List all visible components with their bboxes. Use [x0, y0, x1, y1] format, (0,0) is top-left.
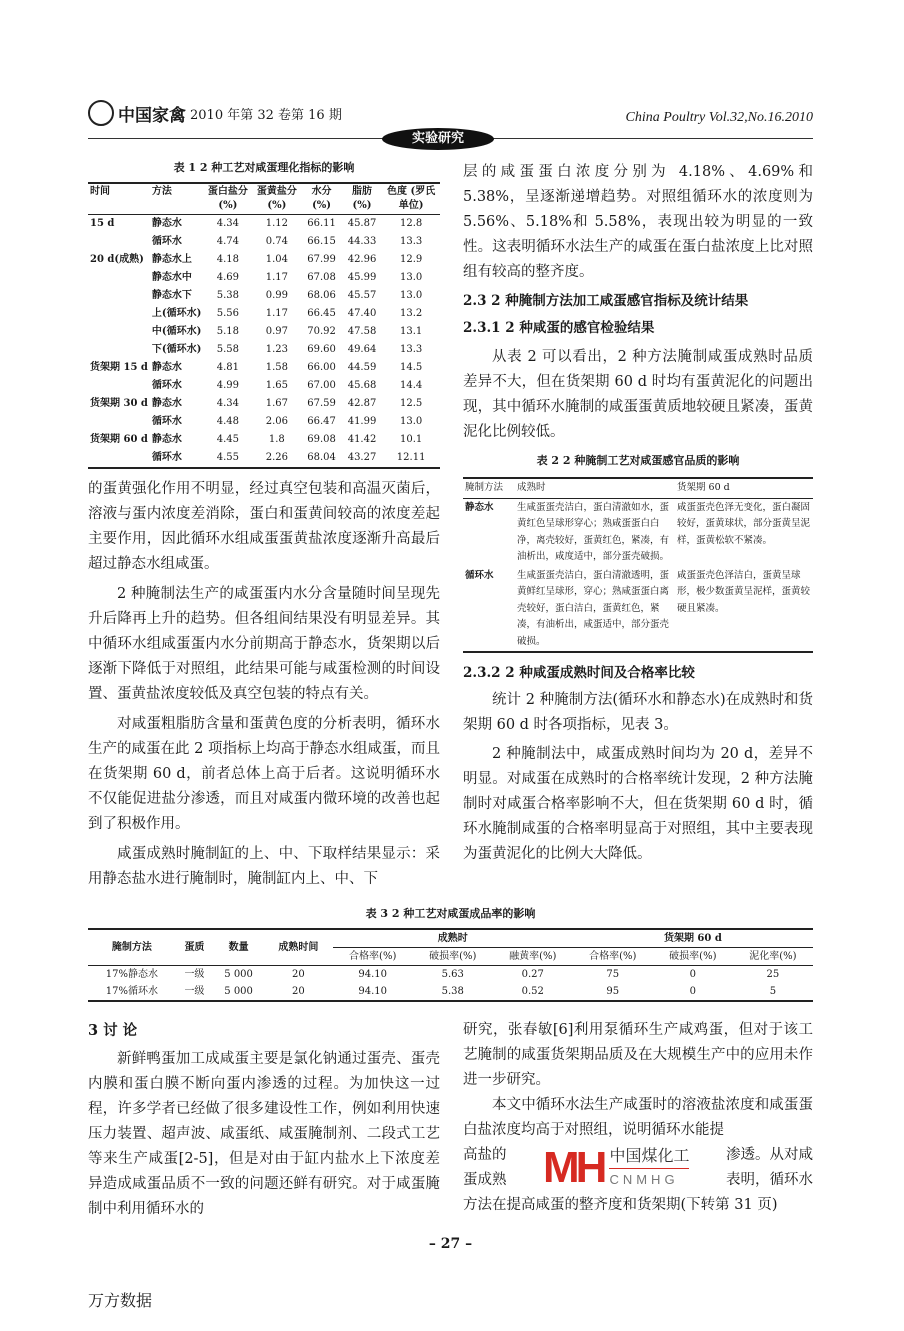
cell: 4.99: [216, 380, 239, 391]
table-row: [88, 413, 440, 431]
cell: 静态水上: [151, 254, 192, 265]
cell: 45.87: [347, 218, 377, 229]
cell: 67.59: [307, 398, 336, 409]
cell: 4.48: [216, 416, 239, 427]
page-number: – 27 –: [428, 1236, 473, 1252]
cell: 67.99: [307, 254, 336, 265]
cell: 68.04: [307, 452, 336, 463]
th: 货架期 60 d: [677, 482, 730, 493]
cell: 17%循环水: [105, 986, 158, 997]
table-row: [88, 966, 813, 984]
cell: 13.0: [399, 290, 423, 301]
cell: 4.69: [216, 272, 239, 283]
cell: [88, 377, 150, 395]
discussion-right: [463, 1018, 813, 1222]
th: 破损率(%): [429, 951, 477, 962]
cell: 生咸蛋蛋壳洁白，蛋白清澈透明，蛋黄鲜红呈球形，穿心；熟咸蛋蛋白离壳较好，蛋白洁白，蛋黄红色，紧凑，有油析出，咸蛋适中，部分蛋壳破损。: [517, 569, 670, 647]
th: 融黄率(%): [509, 951, 557, 962]
cell: 4.55: [216, 452, 239, 463]
cell: 13.0: [399, 416, 423, 427]
cell: 75: [606, 969, 620, 980]
cell: [88, 323, 150, 341]
left-body: [88, 477, 440, 892]
cell: [88, 287, 150, 305]
cell: 12.9: [399, 254, 423, 265]
paragraph: 2 种腌制法中，咸蛋成熟时间均为 20 d，差异不明显。对咸蛋在成熟时的合格率统计发现，2 种方法腌制时对咸蛋合格率影响不大，但在货架期 60 d 时，循环水腌制咸蛋的合格率明显高于对照组，其中主要表现为蛋黄泥化的比例大大降低。: [463, 746, 813, 862]
cell: 10.1: [399, 434, 423, 445]
cell: 静态水: [151, 434, 182, 445]
section-badge: 实验研究: [382, 128, 494, 150]
cell: 一级: [184, 969, 205, 980]
cell: 上(循环水): [151, 308, 202, 319]
cell: [88, 341, 150, 359]
paragraph: 2 种腌制法生产的咸蛋蛋内水分含量随时间呈现先升后降再上升的趋势。但各组间结果没有明显差异。其中循环水组咸蛋蛋内水分前期高于静态水，货架期以后逐渐下降低于对照组，此结果可能与咸蛋检测的时间设置、蛋黄盐浓度较低及真空包装的特点有关。: [88, 586, 440, 702]
left-column: [88, 160, 440, 892]
cell: 14.4: [399, 380, 423, 391]
table3: [88, 906, 813, 1002]
th: 蛋黄盐分 (%): [256, 186, 297, 211]
subsection-heading: 2.3.2 2 种咸蛋成熟时间及合格率比较: [463, 665, 695, 681]
table-row: [88, 323, 440, 341]
fragments-left: [463, 1143, 507, 1193]
cell: 66.47: [307, 416, 336, 427]
cell: 5: [769, 986, 777, 997]
cell: 41.42: [347, 434, 377, 445]
cell: 货架期 60 d: [90, 434, 148, 445]
th: 脂肪 (%): [352, 186, 373, 211]
th-group: 货架期 60 d: [573, 929, 813, 948]
cell: 68.06: [307, 290, 336, 301]
cell: 66.45: [307, 308, 336, 319]
cell: 94.10: [358, 986, 388, 997]
cell: 17%静态水: [105, 969, 158, 980]
upper-columns: [88, 160, 813, 892]
th: 泥化率(%): [749, 951, 797, 962]
cell: 5.18: [216, 326, 239, 337]
cell: 5.38: [441, 986, 464, 997]
cell: 静态水中: [151, 272, 192, 283]
cell: 循环水: [151, 452, 182, 463]
cell: 2.26: [265, 452, 288, 463]
cell: 47.40: [347, 308, 377, 319]
cell: 0: [689, 969, 697, 980]
paragraph: 对咸蛋粗脂肪含量和蛋黄色度的分析表明，循环水生产的咸蛋在此 2 项指标上均高于静态水组咸蛋，而且在货架期 60 d，前者总体上高于后者。这说明循环水不仅能促进盐分渗透，而且对咸蛋内微环境的改善也起到了积极作用。: [88, 716, 440, 832]
cell: 中(循环水): [151, 326, 202, 337]
cell: 咸蛋蛋壳色泽洁白，蛋黄呈球形，极少数蛋黄呈泥样，蛋黄较硬且紧凑。: [677, 569, 811, 614]
th: 腌制方法: [465, 482, 504, 493]
cell: 0: [689, 986, 697, 997]
cell: 生咸蛋蛋壳洁白，蛋白清澈如水，蛋黄红色呈球形穿心；熟咸蛋蛋白白净，离壳较好，蛋黄红色，紧凑，有油析出，咸度适中，部分蛋壳破损。: [517, 501, 670, 562]
table-row: [88, 341, 440, 359]
cell: 1.58: [265, 362, 288, 373]
watermark: [543, 1143, 689, 1193]
cell: 44.59: [347, 362, 377, 373]
cell: [88, 449, 150, 468]
th: 成熟时: [517, 482, 546, 493]
paragraph: 从表 2 可以看出，2 种方法腌制咸蛋成熟时品质差异不大，但在货架期 60 d 时均有蛋黄泥化的问题出现，其中循环水腌制的咸蛋蛋黄质地较硬且紧凑，蛋黄泥化比例较低。: [463, 349, 813, 440]
cell: 66.00: [307, 362, 336, 373]
table-row: [88, 251, 440, 269]
cell: 43.27: [347, 452, 377, 463]
th: 水分 (%): [311, 186, 332, 211]
right-body-2: [463, 661, 813, 867]
cell: 13.1: [399, 326, 423, 337]
cell: 1.67: [265, 398, 288, 409]
cell: [88, 269, 150, 287]
cell: 静态水: [151, 362, 182, 373]
cell: 0.74: [265, 236, 288, 247]
cell: 静态水下: [151, 290, 192, 301]
cell: 13.3: [399, 236, 423, 247]
text-fragment: 蛋成熟: [463, 1172, 507, 1188]
th-group: 成熟时: [333, 929, 573, 948]
journal-header-left: [88, 100, 342, 126]
cell: 货架期 30 d: [90, 398, 148, 409]
cell: 44.33: [347, 236, 377, 247]
table-row: [463, 498, 813, 567]
cell: 45.57: [347, 290, 377, 301]
cell: 1.17: [265, 272, 288, 283]
cell: 0.27: [521, 969, 544, 980]
table-row: [88, 359, 440, 377]
th: 成熟时间: [278, 942, 319, 953]
table-row: [88, 269, 440, 287]
section-heading: 3 讨 论: [88, 1022, 138, 1039]
cell: 0.52: [521, 986, 544, 997]
th: 蛋质: [184, 942, 205, 953]
cell: 4.18: [216, 254, 239, 265]
cell: 49.64: [347, 344, 377, 355]
fragments-right: [726, 1143, 813, 1193]
cell: 67.00: [307, 380, 336, 391]
table2-caption: 表 2 2 种腌制工艺对咸蛋感官品质的影响: [536, 454, 740, 467]
watermarked-lines: [463, 1143, 813, 1193]
cell: 13.2: [399, 308, 423, 319]
cell: 循环水: [151, 416, 182, 427]
th: 腌制方法: [111, 942, 152, 953]
text-fragment: 方法在提高咸蛋的整齐度和货架期(下转第 31 页): [463, 1197, 778, 1213]
text-fragment: 高盐的: [463, 1147, 507, 1163]
cell: 5 000: [224, 969, 253, 980]
cell: 45.68: [347, 380, 377, 391]
cell: 4.81: [216, 362, 239, 373]
cell: 70.92: [307, 326, 336, 337]
cell: 20 d(成熟): [90, 254, 144, 265]
cell: 66.15: [307, 236, 336, 247]
watermark-cn: 中国煤化工: [609, 1146, 689, 1169]
table-row: [88, 287, 440, 305]
cell: 5.56: [216, 308, 239, 319]
cell: 循环水: [151, 236, 182, 247]
cell: 静态水: [151, 218, 182, 229]
table-row: [88, 377, 440, 395]
cell: 下(循环水): [151, 344, 202, 355]
text-fragment: 渗透。从对咸: [725, 1147, 813, 1163]
cell: 咸蛋蛋壳色泽无变化，蛋白凝固较好，蛋黄球状，部分蛋黄呈泥样，蛋黄松软不紧凑。: [677, 501, 811, 546]
cell: 47.58: [347, 326, 377, 337]
discussion: [88, 1018, 440, 1222]
cell: 1.8: [268, 434, 285, 445]
cell: 13.3: [399, 344, 423, 355]
paragraph: 研究，张春敏[6]利用泵循环生产咸鸡蛋，但对于该工艺腌制的咸蛋货架期品质及在大规模生产中的应用未作进一步研究。: [463, 1022, 813, 1088]
cell: 12.5: [399, 398, 423, 409]
cell: 0.97: [265, 326, 288, 337]
right-body: [463, 160, 813, 445]
cell: 循环水: [465, 569, 494, 581]
cell: 14.5: [399, 362, 423, 373]
table1-caption: 表 1 2 种工艺对咸蛋理化指标的影响: [173, 161, 355, 174]
cell: 4.74: [216, 236, 239, 247]
cell: [88, 413, 150, 431]
th: 方法: [151, 186, 172, 197]
cell: 69.08: [307, 434, 336, 445]
cell: 5.38: [216, 290, 239, 301]
subsection-heading: 2.3.1 2 种咸蛋的感官检验结果: [463, 320, 655, 336]
cell: 货架期 15 d: [90, 362, 148, 373]
th: 蛋白盐分 (%): [207, 186, 248, 211]
cell: 5.63: [441, 969, 464, 980]
lower-columns: [88, 1018, 813, 1222]
cell: 1.12: [265, 218, 288, 229]
table2: [463, 453, 813, 653]
table-row: [88, 395, 440, 413]
cell: [88, 233, 150, 251]
cell: 66.11: [307, 218, 336, 229]
th: 破损率(%): [669, 951, 717, 962]
th: 时间: [90, 186, 110, 197]
cell: 5 000: [224, 986, 253, 997]
cell: 20: [292, 969, 305, 980]
right-column: [463, 160, 813, 892]
cell: 静态水: [151, 398, 182, 409]
cell: 1.65: [265, 380, 288, 391]
th: 色度 (罗氏单位): [387, 186, 436, 211]
cell: 2.06: [265, 416, 288, 427]
paragraph: 咸蛋成熟时腌制缸的上、中、下取样结果显示：采用静态盐水进行腌制时，腌制缸内上、中、下: [88, 846, 440, 887]
table-row: [463, 567, 813, 653]
cell: 20: [292, 986, 305, 997]
paragraph: 本文中循环水法生产咸蛋时的溶液盐浓度和咸蛋蛋白盐浓度均高于对照组，说明循环水能提: [463, 1097, 813, 1138]
cell: 0.99: [265, 290, 288, 301]
paragraph: 层的咸蛋蛋白浓度分别为 4.18%、4.69%和 5.38%，呈逐渐递增趋势。对照组循环水的浓度则为 5.56%、5.18%和 5.58%，表现出较为明显的一致性。这表明循环水法生产的咸蛋在蛋白盐浓度上比对照组有较高的整齐度。: [463, 164, 813, 280]
journal-name: 中国家禽: [118, 105, 186, 126]
table-row: [88, 983, 813, 1001]
cell: 95: [606, 986, 620, 997]
cell: 4.34: [216, 218, 239, 229]
paragraph: 统计 2 种腌制方法(循环水和静态水)在成熟时和货架期 60 d 时各项指标，见表 3。: [463, 692, 813, 733]
cell: 静态水: [465, 501, 494, 513]
text-fragment: 表明，循环水: [725, 1172, 813, 1188]
cell: 12.11: [396, 452, 426, 463]
th: 数量: [228, 942, 249, 953]
cell: 41.99: [347, 416, 377, 427]
cell: 13.0: [399, 272, 423, 283]
journal-en: China Poultry Vol.32,No.16.2010: [625, 110, 813, 125]
th: 合格率(%): [589, 951, 637, 962]
table-row: [88, 305, 440, 323]
paragraph: 新鲜鸭蛋加工成咸蛋主要是氯化钠通过蛋壳、蛋壳内膜和蛋白膜不断向蛋内渗透的过程。为加快这一过程，许多学者已经做了很多建设性工作，例如利用快速压力装置、超声波、咸蛋纸、咸蛋腌制剂、二段式工艺等来生产咸蛋[2-5]，但是对由于缸内盐水上下浓度差异造成咸蛋品质不一致的问题还鲜有研究。对于咸蛋腌制中利用循环水的: [88, 1051, 440, 1217]
cell: 45.99: [347, 272, 377, 283]
cell: 4.45: [216, 434, 239, 445]
cell: [88, 305, 150, 323]
cell: 67.08: [307, 272, 336, 283]
cell: 42.96: [347, 254, 377, 265]
table1: [88, 160, 440, 469]
cell: 42.87: [347, 398, 377, 409]
watermark-logo: MH: [543, 1143, 604, 1192]
cell: 69.60: [307, 344, 336, 355]
paragraph: 的蛋黄强化作用不明显，经过真空包装和高温灭菌后，溶液与蛋内浓度差消除，蛋白和蛋黄间较高的浓度差起主要作用，因此循环水组咸蛋蛋黄盐浓度逐渐升高最后超过静态水组咸蛋。: [88, 481, 440, 572]
cell: 1.04: [265, 254, 288, 265]
cell: 一级: [184, 986, 205, 997]
cell: 12.8: [399, 218, 423, 229]
cell: 94.10: [358, 969, 388, 980]
table-row: [88, 233, 440, 251]
source-label: 万方数据: [88, 1291, 153, 1310]
cell: 5.58: [216, 344, 239, 355]
header-rule-area: [88, 128, 813, 150]
table-row: [88, 215, 440, 234]
table3-caption: 表 3 2 种工艺对咸蛋成品率的影响: [365, 907, 536, 920]
journal-header: [88, 96, 813, 126]
page: [88, 0, 813, 1331]
journal-logo-icon: [88, 100, 114, 126]
cell: 25: [766, 969, 780, 980]
cell: 15 d: [90, 218, 115, 229]
cell: 4.34: [216, 398, 239, 409]
table-row: [88, 431, 440, 449]
cell: 1.23: [265, 344, 288, 355]
th: 合格率(%): [349, 951, 397, 962]
issue: 2010 年第 32 卷第 16 期: [190, 107, 342, 123]
cell: 循环水: [151, 380, 182, 391]
section-heading: 2.3 2 种腌制方法加工咸蛋感官指标及统计结果: [463, 293, 749, 309]
cell: 1.17: [265, 308, 288, 319]
watermark-en: CNMHG: [609, 1171, 679, 1187]
table-row: [88, 449, 440, 468]
